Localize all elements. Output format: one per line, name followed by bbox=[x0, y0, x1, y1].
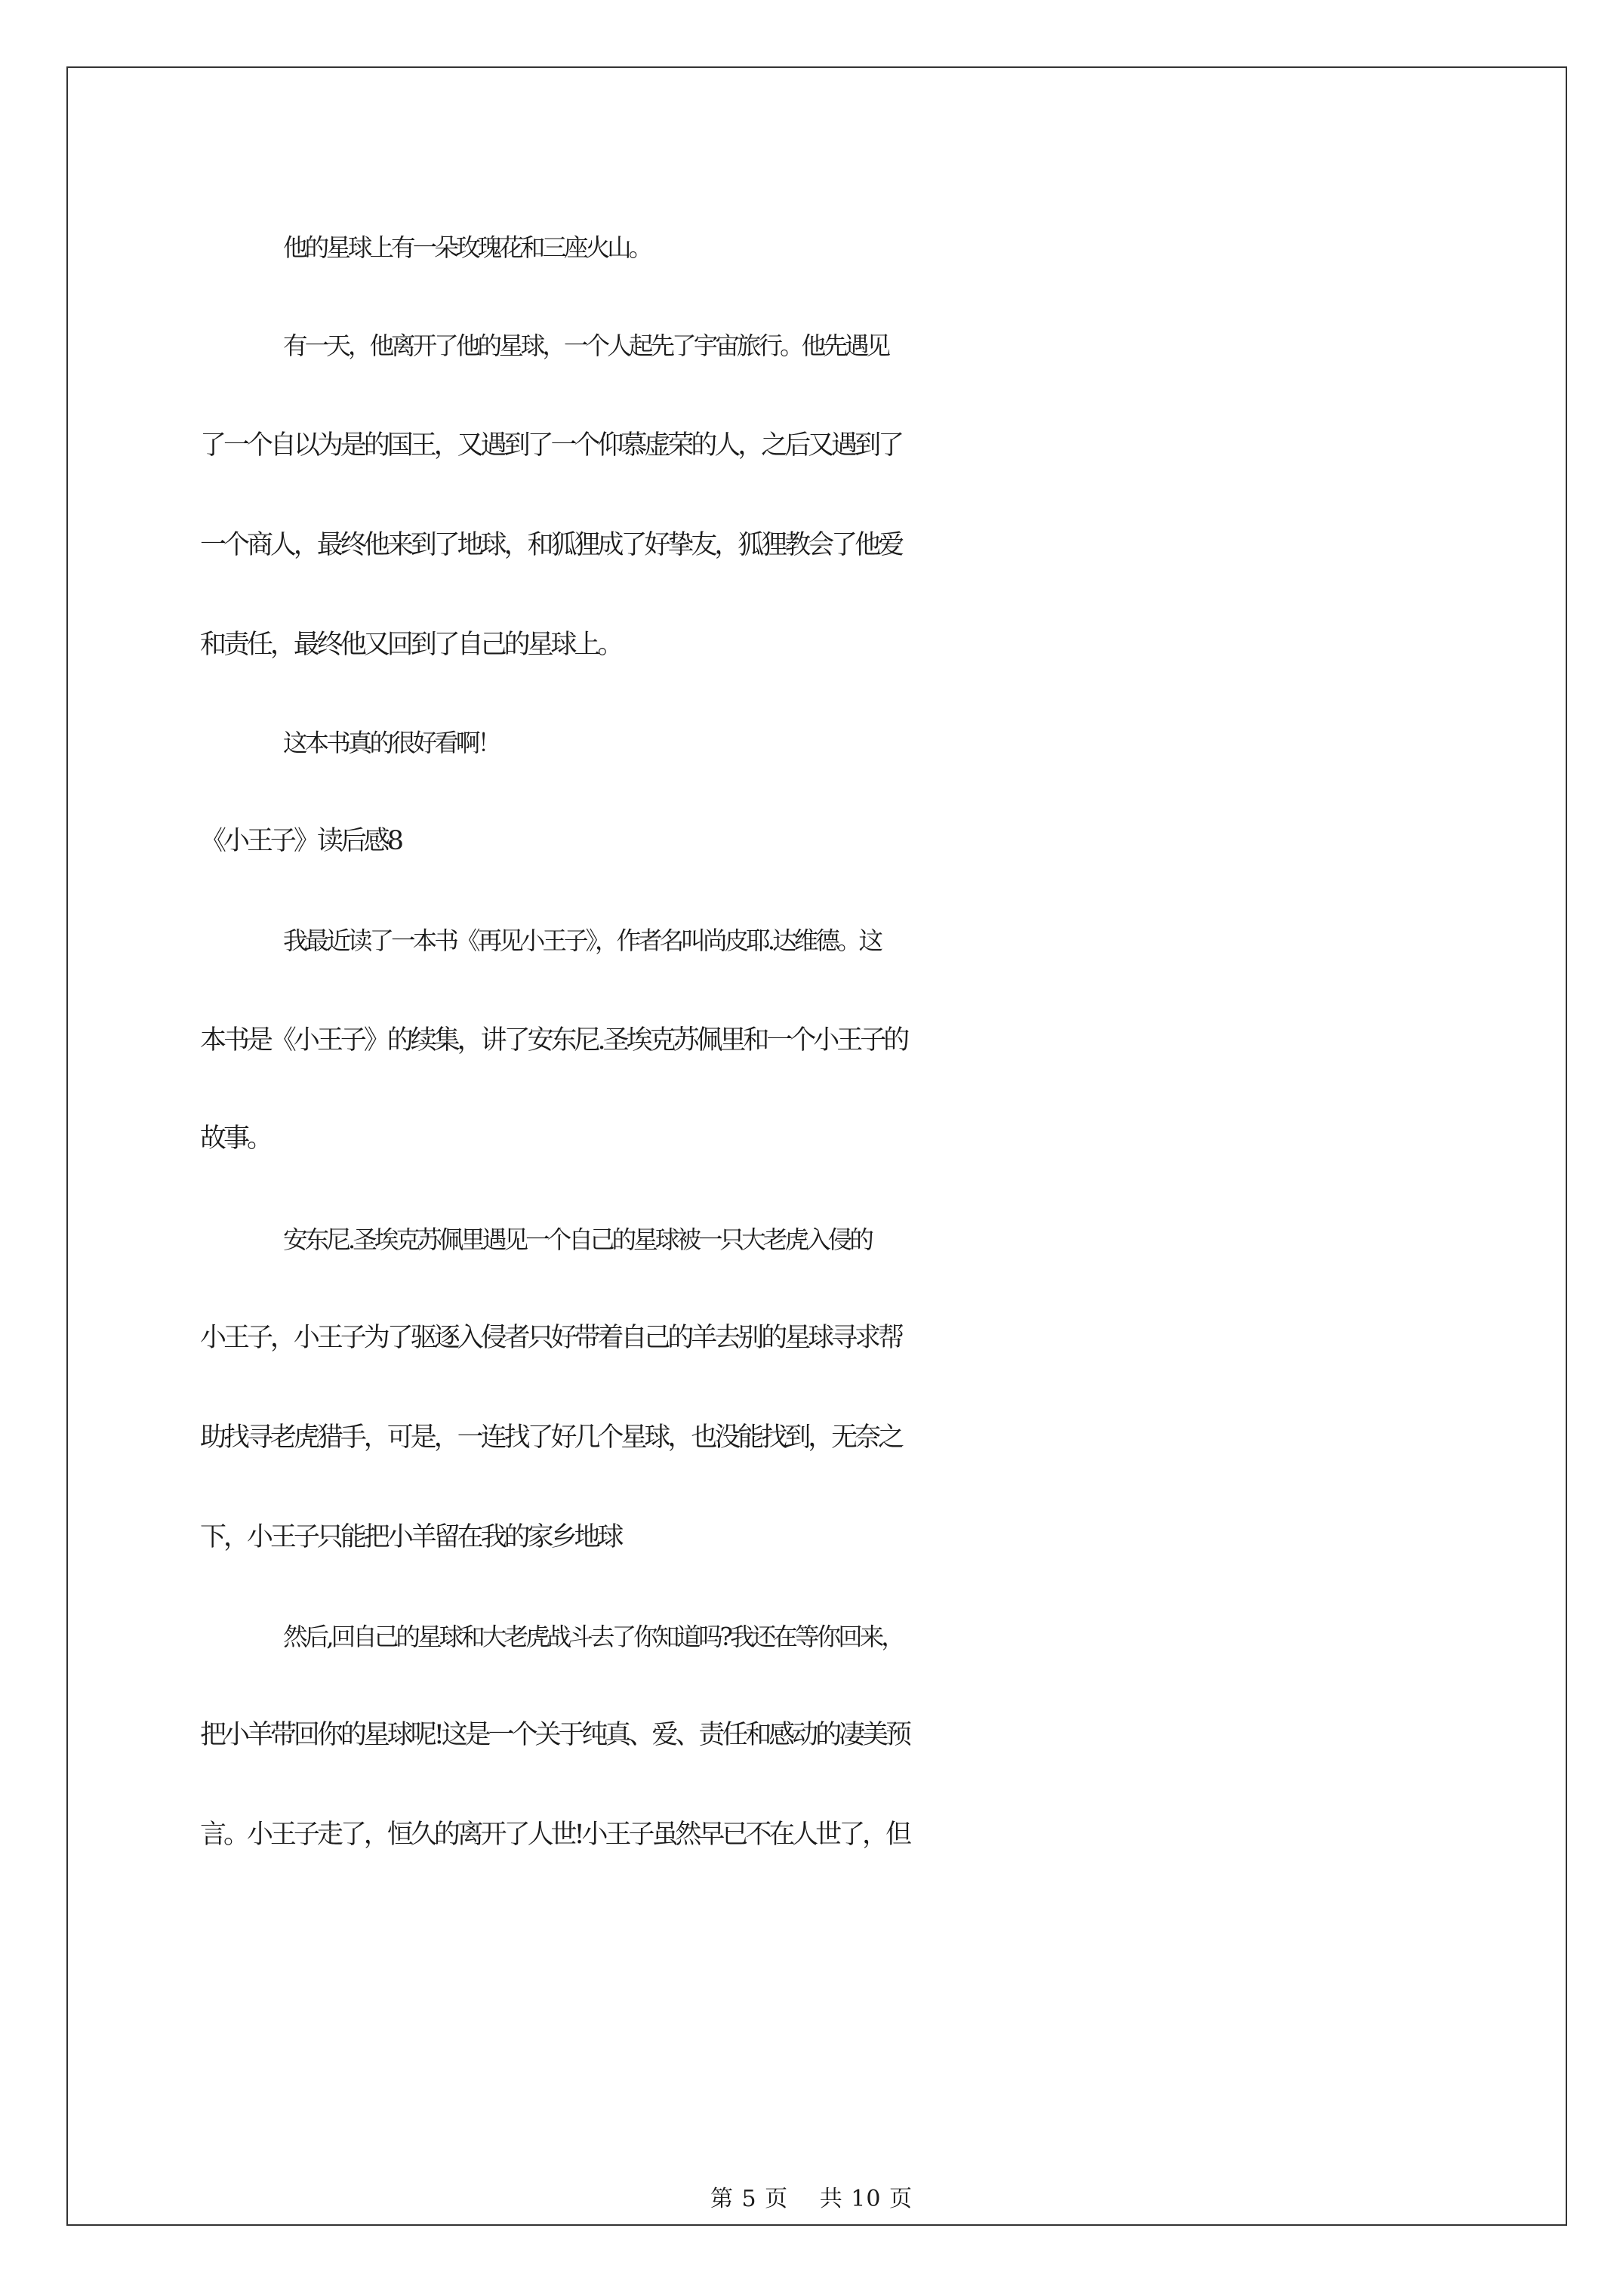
paragraph-line: 把小羊带回你的星球呢!这是一个关于纯真、爱、责任和感动的凄美预 bbox=[200, 1720, 910, 1750]
paragraph-line: 了一个自以为是的国王，又遇到了一个仰慕虚荣的人，之后又遇到了 bbox=[200, 430, 902, 461]
paragraph-line: 他的星球上有一朵玫瑰花和三座火山。 bbox=[283, 233, 651, 262]
paragraph-line: 助找寻老虎猎手，可是，一连找了好几个星球，也没能找到，无奈之 bbox=[200, 1422, 902, 1453]
paragraph-line: 安东尼.圣埃克苏佩里遇见一个自己的星球被一只大老虎入侵的 bbox=[283, 1225, 871, 1254]
paragraph-line: 这本书真的很好看啊！ bbox=[283, 729, 500, 757]
page-number-footer: 第 5 页 共 10 页 bbox=[710, 2186, 913, 2212]
section-heading: 《小王子》读后感8 bbox=[200, 826, 401, 856]
paragraph-line: 小王子，小王子为了驱逐入侵者只好带着自己的羊去别的星球寻求帮 bbox=[200, 1323, 902, 1353]
paragraph-line: 下，小王子只能把小羊留在我的家乡地球 bbox=[200, 1522, 621, 1552]
paragraph-line: 一个商人，最终他来到了地球，和狐狸成了好挚友，狐狸教会了他爱 bbox=[200, 530, 902, 560]
paragraph-line: 故事。 bbox=[200, 1123, 270, 1154]
paragraph-line: 言。小王子走了，恒久的离开了人世!小王子虽然早已不在人世了，但 bbox=[200, 1820, 910, 1850]
paragraph-line: 有一天，他离开了他的星球，一个人起先了宇宙旅行。他先遇见 bbox=[283, 331, 888, 360]
paragraph-line: 本书是《小王子》的续集，讲了安东尼.圣埃克苏佩里和一个小王子的 bbox=[200, 1025, 907, 1056]
paragraph-line: 和责任，最终他又回到了自己的星球上。 bbox=[200, 630, 621, 660]
paragraph-line: 我最近读了一本书《再见小王子》，作者名叫尚皮耶.达维德。这 bbox=[283, 926, 881, 955]
paragraph-line: 然后,回自己的星球和大老虎战斗去了你知道吗?我还在等你回来， bbox=[283, 1623, 903, 1651]
